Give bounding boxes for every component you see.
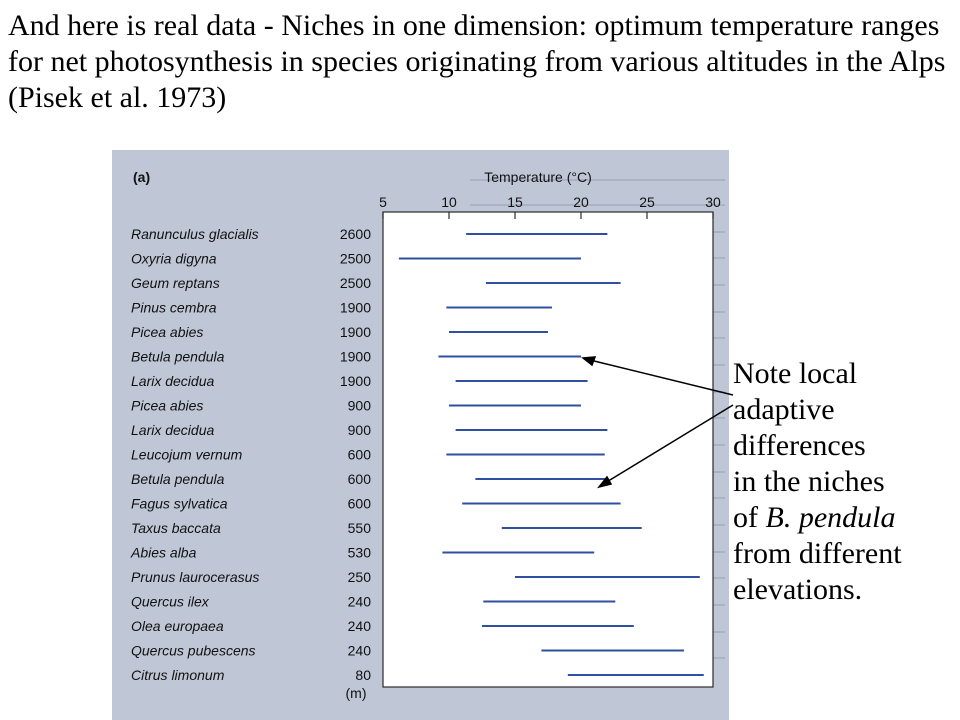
species-name-label: Quercus pubescens	[131, 642, 256, 659]
species-name-label: Leucojum vernum	[131, 446, 243, 463]
altitude-unit-label: (m)	[345, 685, 367, 701]
note-line: in the niches	[733, 465, 885, 498]
species-name-label: Abies alba	[131, 544, 197, 561]
altitude-label: 2500	[339, 275, 371, 291]
species-name-label: Picea abies	[131, 324, 204, 340]
x-tick-label: 30	[705, 194, 721, 210]
species-name-label: Citrus limonum	[131, 667, 225, 683]
altitude-label: 240	[347, 618, 371, 634]
note-line: Note local	[733, 357, 858, 390]
altitude-label: 1900	[339, 373, 371, 389]
altitude-label: 900	[347, 422, 371, 438]
altitude-label: 240	[347, 642, 371, 659]
species-name-label: Taxus baccata	[131, 520, 221, 536]
species-name-label: Picea abies	[131, 397, 204, 414]
species-name-label: Larix decidua	[131, 422, 215, 438]
species-name-label: Oxyria digyna	[131, 250, 217, 267]
panel-label: (a)	[133, 169, 151, 185]
species-name-label: Ranunculus glacialis	[131, 226, 259, 242]
x-tick-label: 15	[507, 194, 523, 210]
species-name-label: Pinus cembra	[131, 299, 217, 316]
species-name-label: Olea europaea	[131, 618, 224, 634]
altitude-label: 1900	[339, 299, 371, 316]
altitude-label: 1900	[339, 348, 371, 365]
altitude-label: 80	[355, 667, 371, 683]
species-name-label: Betula pendula	[131, 471, 225, 487]
species-name-label: Larix decidua	[131, 373, 215, 389]
annotation-note	[733, 356, 955, 608]
altitude-label: 2600	[339, 226, 371, 242]
note-line: elevations.	[733, 573, 863, 606]
altitude-label: 900	[347, 397, 371, 414]
species-name-label: Prunus laurocerasus	[131, 569, 260, 585]
x-tick-label: 5	[379, 194, 387, 210]
altitude-label: 240	[347, 593, 371, 610]
altitude-label: 600	[347, 495, 371, 512]
species-name-label: Betula pendula	[131, 348, 225, 365]
note-line: from different	[733, 537, 902, 570]
note-text: of	[733, 501, 766, 534]
altitude-label: 250	[347, 569, 371, 585]
x-tick-label: 10	[441, 194, 457, 210]
x-tick-label: 25	[639, 194, 655, 210]
species-name-label: Geum reptans	[131, 275, 220, 291]
note-species-italic: B. pendula	[765, 501, 896, 534]
note-line: adaptive	[733, 393, 835, 426]
altitude-label: 600	[347, 446, 371, 463]
altitude-label: 550	[347, 520, 371, 536]
note-line	[733, 500, 955, 536]
altitude-label: 530	[347, 544, 371, 561]
x-axis-label: Temperature (°C)	[484, 169, 592, 185]
altitude-label: 2500	[339, 250, 371, 267]
altitude-label: 1900	[339, 324, 371, 340]
slide-title: And here is real data - Niches in one dimension: optimum temperature ranges for net photosynthesis in species originating from various altitudes in the Alps (Pisek et al. 1973)	[8, 9, 946, 114]
altitude-label: 600	[347, 471, 371, 487]
note-line: differences	[733, 429, 866, 462]
x-tick-label: 20	[573, 194, 589, 210]
species-name-label: Quercus ilex	[131, 593, 209, 610]
species-name-label: Fagus sylvatica	[131, 495, 228, 512]
